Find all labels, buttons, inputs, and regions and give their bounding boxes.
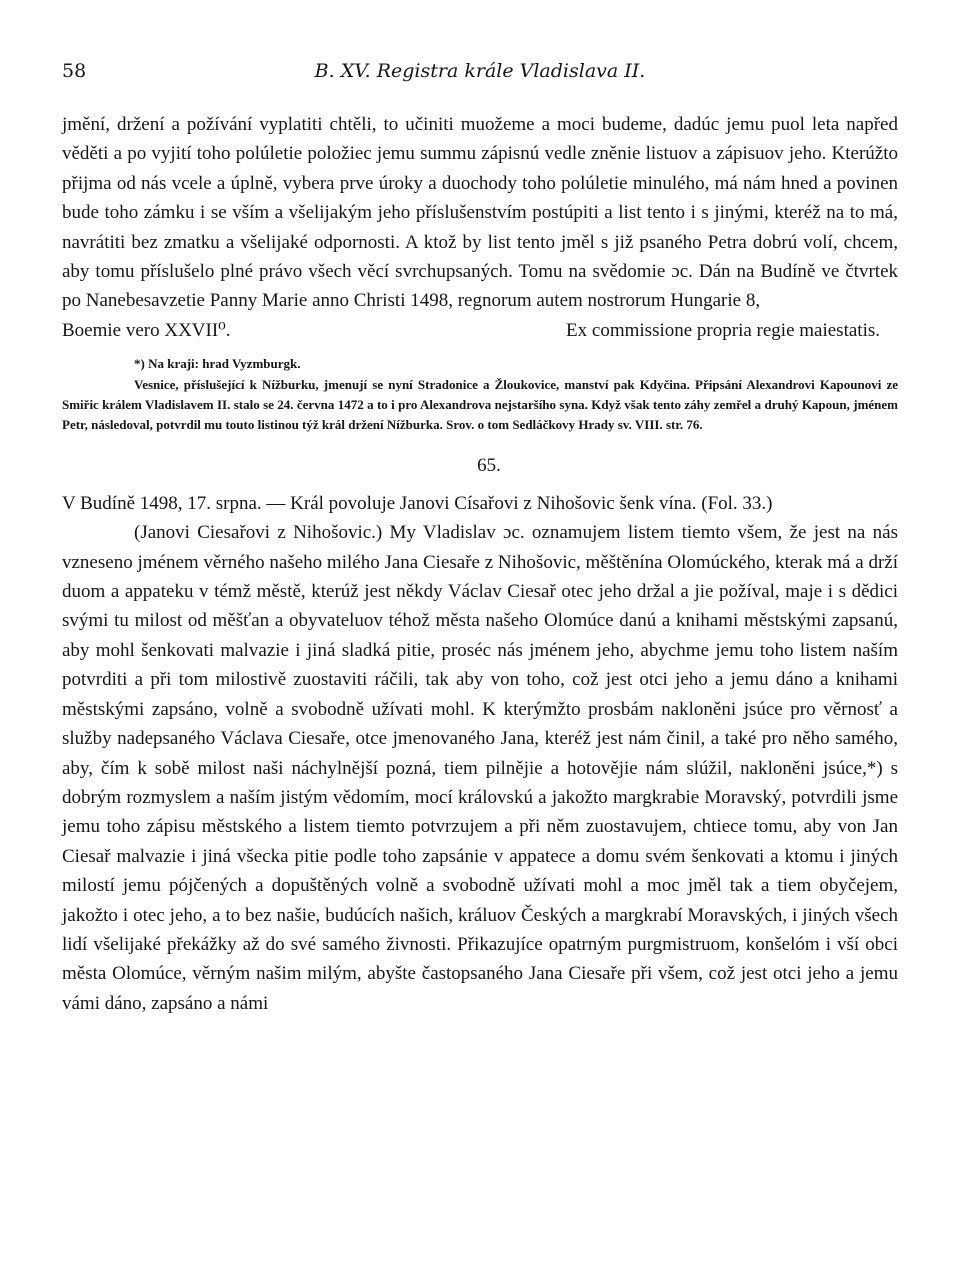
closing-line: [62, 316, 898, 345]
commission-note: Ex commissione propria regie maiestatis.: [566, 319, 880, 341]
document-number: 65.: [477, 455, 501, 477]
document-regest: V Budíně 1498, 17. srpna. — Král povoluje Janovi Císařovi z Nihošovic šenk vína. (Fol. 33.): [62, 492, 773, 514]
footnote-marker: *) Na kraji: hrad Vyzmburgk.: [134, 356, 301, 372]
closing-date: Boemie vero XXVII⁰.: [62, 319, 231, 341]
page-number: 58: [62, 60, 87, 82]
page-header: [62, 60, 898, 90]
continuation-paragraph: jmění, držení a požívání vyplatiti chtěli, to učiniti muožeme a moci budeme, dadúc jemu puol leta napřed věděti a po vyjití toho polúletie položiec jemu summu zápisnú vedle zněnie listuov a zápisuov jeho. Kterúžto přijma od nás vcele a úplně, vybera prve úroky a duochody toho polúletie minulého, má nám hned a povinen bude toho zámku i se vším a všelijakým jeho příslušenstvím postúpiti a list tento i s jinými, kteréž na to má, navrátiti bez zmatku a všelijaké odpornosti. A ktož by list tento jměl s již psaného Petra dobrú volí, chcem, aby tomu příslušelo plné právo všech věcí svrchupsaných. Tomu na svědomie ɔc. Dán na Budíně ve čtvrtek po Nanebesavzetie Panny Marie anno Christi 1498, regnorum autem nostrorum Hungarie 8,: [62, 114, 898, 312]
page-body: [62, 110, 898, 1018]
footnote-note: Vesnice, příslušející k Nížburku, jmenují se nyní Stradonice a Žloukovice, manství pak Kdyčina. Připsání Alexandrovi Kapounovi ze Smiřic králem Vladislavem II. stalo se 24. června 1472 a to i pro Alexandrova nejstaršího syna. Když však tento záhy zemřel a druhý Kapoun, jménem Petr, následoval, potvrdil mu touto listinou týž král držení Nížburka. Srov. o tom Sedláčkovy Hrady sv. VIII. str. 76.: [62, 376, 898, 433]
running-title: B. XV. Registra krále Vladislava II.: [314, 60, 646, 82]
document-text: (Janovi Ciesařovi z Nihošovic.) My Vladislav ɔc. oznamujem listem tiemto všem, že jest na nás vzneseno jménem věrného našeho milého Jana Ciesaře z Nihošovic, měštěnína Olomúckého, kterak má a drží duom a appateku v témž městě, kterúž jest někdy Václav Ciesař otec jeho držal a jie požíval, maje i s dědici svými tu milost od měšťan a obyvateluov téhož města našeho Olomúce danú a knihami městskými zapsanú, aby mohl šenkovati malvazie i jiná sladká pitie, proséc nás jménem jeho, abychme jemu toho listem naším potvrditi a při tom milostivě zuostaviti ráčili, tak aby von toho, což jest otci jeho a jemu dáno a knihami městskými zapsáno, volně a svobodně užívati mohl. K kterýmžto prosbám nakloněni jsúce pro věrnosť a služby nadepsaného Václava Ciesaře, otce jmenovaného Jana, kteréž jest nám činil, a také pro něho samého, aby, čím k sobě milost naši náchylnější pozná, tiem pilnějie a hotovějie nám slúžil, nakloněni jsúce,*) s dobrým rozmyslem a naším jistým vědomím, mocí královskú a jakožto margkrabie Moravský, potvrdili jsme jemu toho zápisu městského a listem tiemto potvrzujem a při něm zuostavujem, chtiece tomu, aby von Jan Ciesař malvazie i jiná všecka pitie podle toho zapsánie v appatece a domu svém šenkovati a ktomu i jiných milostí jemu pójčených a dopuštěných volně a svobodně užívati mohl a moc jměl tak a tiem obyčejem, jakožto i otec jeho, a to bez našie, budúcích našich, králuov Českých a margkrabí Moravských, i jiných všech lidí všelijaké překážky až do své samého živnosti. Přikazujíce opatrným purgmistruom, konšelóm i vší obci města Olomúce, věrným našim milým, abyšte častopsaného Jana Ciesaře při všem, což jest otci jeho a jemu vámi dáno, zapsáno a námi: [62, 522, 898, 1014]
footnotes: [62, 354, 898, 435]
